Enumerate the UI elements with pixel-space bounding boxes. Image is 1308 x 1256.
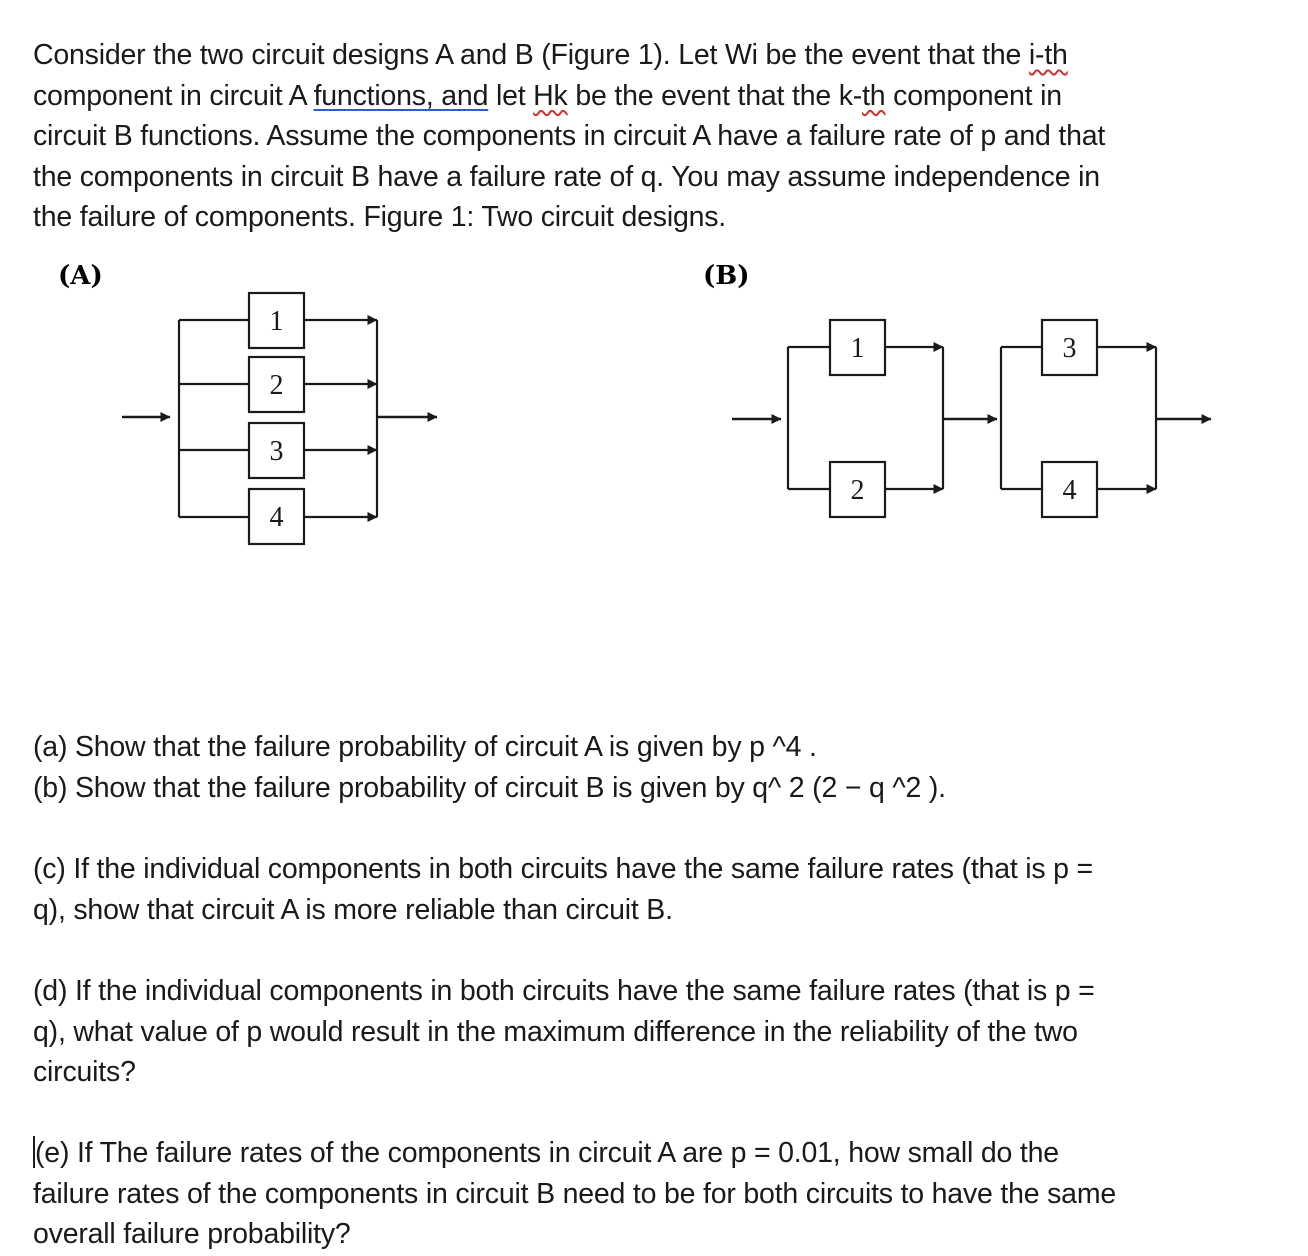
spellcheck-word-i-th[interactable]: i-th (1028, 39, 1068, 71)
question-c-line-1: (c) If the individual components in both circuits have the same failure rates (that is p = (33, 853, 1093, 885)
question-d-line-3: circuits? (33, 1056, 136, 1089)
circuit-a-component-4-label: 4 (269, 502, 284, 533)
intro-line-1-text: Consider the two circuit designs A and B (Figure 1). Let Wi be the event that the (33, 39, 1029, 71)
question-e-line-3: overall failure probability? (33, 1218, 351, 1251)
intro-line-2-text-start: component in circuit A (33, 79, 314, 112)
circuit-b-component-3-label: 3 (1062, 333, 1077, 364)
spellcheck-word-th[interactable]: th (862, 79, 886, 112)
circuit-a-component-3-label: 3 (269, 436, 284, 467)
question-b: (b) Show that the failure probability of circuit B is given by q^ 2 (2 − q ^2 ). (33, 771, 946, 804)
figure-label-a: (A) (58, 261, 103, 291)
figure-label-b: (B) (703, 261, 750, 291)
question-d-line-1: (d) If the individual components in both circuits have the same failure rates (that is p = (33, 975, 1095, 1007)
question-c-line-2: q), show that circuit A is more reliable than circuit B. (33, 893, 673, 926)
circuit-b-component-2-label: 2 (850, 475, 865, 506)
spellcheck-word-hk[interactable]: Hk (533, 79, 568, 112)
intro-line-2-text-mid: let (488, 79, 534, 112)
circuit-b (732, 320, 1211, 517)
question-a: (a) Show that the failure probability of circuit A is given by p ^4 . (33, 731, 817, 763)
intro-line-2-text-mid2: be the event that the k- (567, 79, 863, 112)
circuit-b-component-1-label: 1 (850, 333, 865, 364)
question-e-line-2: failure rates of the components in circuit B need to be for both circuits to have the same (33, 1177, 1117, 1210)
circuit-a-component-1-label: 1 (269, 306, 284, 337)
intro-line-3: circuit B functions. Assume the components in circuit A have a failure rate of p and that (33, 120, 1106, 153)
question-e-line-1 (33, 1133, 1293, 1174)
circuit-a-component-2-label: 2 (269, 370, 284, 401)
question-d-block (33, 971, 1293, 1093)
question-e-line-1-text: (e) If The failure rates of the components in circuit A are p = 0.01, how small do the (35, 1137, 1059, 1169)
question-c-block (33, 849, 1293, 930)
question-d-line-2: q), what value of p would result in the maximum difference in the reliability of the two (33, 1015, 1078, 1048)
intro-line-4: the components in circuit B have a failure rate of q. You may assume independence in (33, 160, 1100, 193)
circuit-figure (0, 0, 1308, 600)
intro-line-5: the failure of components. Figure 1: Two circuit designs. (33, 201, 727, 234)
question-e-block[interactable] (33, 1133, 1293, 1255)
grammar-underline-phrase[interactable]: functions, and (313, 79, 489, 112)
question-ab-block (33, 727, 1293, 808)
circuit-b-component-4-label: 4 (1062, 475, 1077, 506)
intro-line-2-text-end: component in (885, 79, 1062, 112)
